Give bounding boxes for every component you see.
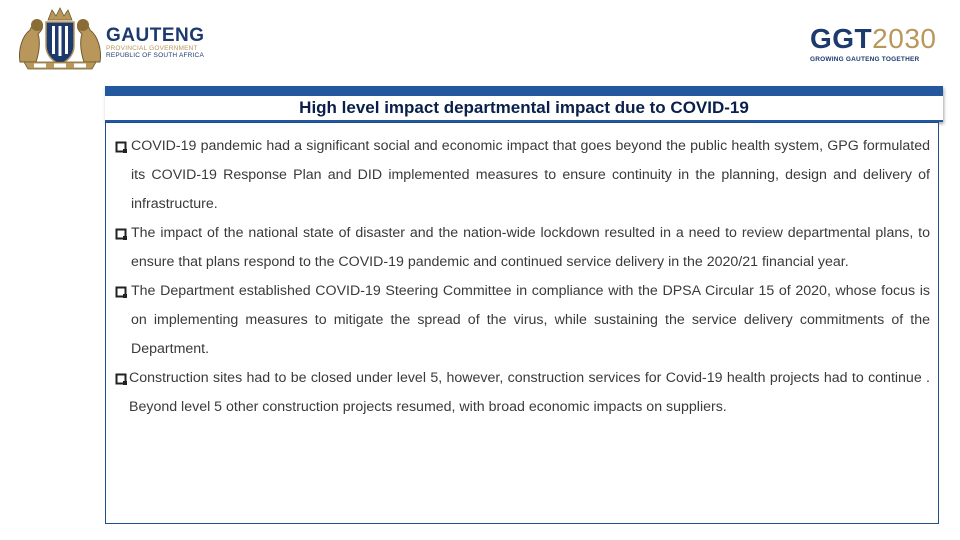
- ggt-title-part1: GGT: [810, 23, 873, 54]
- gauteng-logo: [14, 6, 214, 70]
- title-bar: [105, 86, 943, 122]
- logo-subtitle-2: REPUBLIC OF SOUTH AFRICA: [106, 52, 204, 59]
- checkbox-bullet-icon: [114, 140, 127, 153]
- logo-subtitle-1: PROVINCIAL GOVERNMENT: [106, 45, 198, 52]
- bullet-text: COVID-19 pandemic had a significant social and economic impact that goes beyond the public health system, GPG formulated its COVID-19 Response Plan and DID implemented measures to ensure continuity in the planning, design and delivery of infrastructure.: [131, 138, 930, 212]
- ggt-title-part2: 2030: [872, 23, 937, 54]
- checkbox-bullet-icon: [114, 227, 127, 240]
- logo-name: GAUTENG: [106, 25, 205, 46]
- bullet-item: [114, 277, 930, 364]
- bullet-item: [114, 219, 930, 277]
- ggt-title: [810, 24, 942, 54]
- bullet-text: Construction sites had to be closed under level 5, however, construction services for Covid-19 health projects had to continue . Beyond level 5 other construction projects resumed, with broad economic impacts on suppliers.: [129, 370, 930, 415]
- checkbox-bullet-icon: [114, 285, 127, 298]
- bullet-item: [114, 132, 930, 219]
- bullet-text: The Department established COVID-19 Steering Committee in compliance with the DPSA Circular 15 of 2020, whose focus is on implementing measures to mitigate the spread of the virus, while sustaining the service delivery commitments of the Department.: [131, 283, 930, 357]
- ggt2030-logo: [810, 24, 942, 68]
- checkbox-bullet-icon: [114, 372, 127, 385]
- ggt-tagline: GROWING GAUTENG TOGETHER: [810, 56, 920, 63]
- bullet-text: The impact of the national state of disaster and the nation-wide lockdown resulted in a need to review departmental plans, to ensure that plans respond to the COVID-19 pandemic and continued service delivery in the 2020/21 financial year.: [131, 225, 930, 270]
- coat-of-arms-icon: [14, 6, 106, 70]
- bullet-list: [114, 132, 930, 422]
- bullet-item: [114, 364, 930, 422]
- slide-title: High level impact departmental impact due to COVID-19: [105, 96, 943, 120]
- content-box: [105, 122, 939, 524]
